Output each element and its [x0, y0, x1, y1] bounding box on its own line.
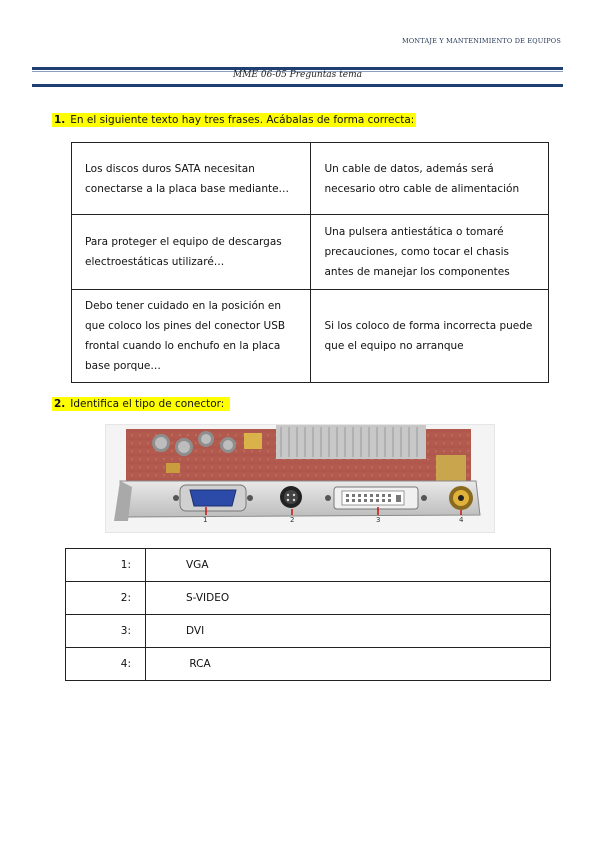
sentence-start: Los discos duros SATA necesitan conectarse a la placa base mediante… — [72, 143, 311, 215]
rca-connector — [449, 486, 473, 510]
row-number: 2: — [66, 582, 146, 615]
table-row — [66, 549, 551, 582]
question-2 — [52, 398, 230, 410]
connector-answer: DVI — [146, 615, 551, 648]
sentence-start: Para proteger el equipo de descargas electroestáticas utilizaré… — [72, 215, 311, 290]
connector-answers-table — [65, 548, 551, 681]
sentence-start: Debo tener cuidado en la posición en que coloco los pines del conector USB frontal cuando lo enchufo en la placa base porque… — [72, 290, 311, 383]
row-number: 4: — [66, 648, 146, 681]
connector-label: 4 — [459, 516, 464, 524]
vga-connector — [173, 485, 253, 511]
question-1-highlight — [52, 113, 416, 127]
table-row — [72, 290, 549, 383]
question-2-highlight — [52, 397, 230, 411]
sentences-table — [71, 142, 549, 383]
question-1 — [52, 114, 416, 126]
connector-answer: RCA — [146, 648, 551, 681]
graphics-card-image — [105, 424, 495, 533]
course-title: MONTAJE Y MANTENIMIENTO DE EQUIPOS — [402, 37, 561, 45]
connector-answer: S-VIDEO — [146, 582, 551, 615]
sentence-end: Un cable de datos, además será necesario otro cable de alimentación — [310, 143, 549, 215]
row-number: 3: — [66, 615, 146, 648]
heatsink — [276, 425, 426, 459]
connector-answer: VGA — [146, 549, 551, 582]
sentence-end: Si los coloco de forma incorrecta puede que el equipo no arranque — [310, 290, 549, 383]
table-row — [66, 648, 551, 681]
table-row — [66, 615, 551, 648]
svideo-connector — [280, 486, 302, 508]
question-1-number: 1. — [54, 114, 66, 126]
connector-label: 2 — [290, 516, 295, 524]
band-bottom-rule — [32, 84, 563, 87]
document-subtitle: MME 06-05 Preguntas tema — [232, 70, 362, 80]
question-1-text: En el siguiente texto hay tres frases. Acábalas de forma correcta: — [70, 114, 415, 126]
question-2-number: 2. — [54, 398, 66, 410]
question-2-text: Identifica el tipo de conector: — [70, 398, 225, 410]
table-row — [72, 143, 549, 215]
dvi-connector — [325, 487, 427, 509]
graphics-card-illustration — [106, 425, 494, 532]
table-row — [72, 215, 549, 290]
connector-label: 3 — [376, 516, 381, 524]
row-number: 1: — [66, 549, 146, 582]
table-row — [66, 582, 551, 615]
connector-label: 1 — [203, 516, 208, 524]
sentence-end: Una pulsera antiestática o tomaré precauciones, como tocar el chasis antes de manejar los componentes — [310, 215, 549, 290]
